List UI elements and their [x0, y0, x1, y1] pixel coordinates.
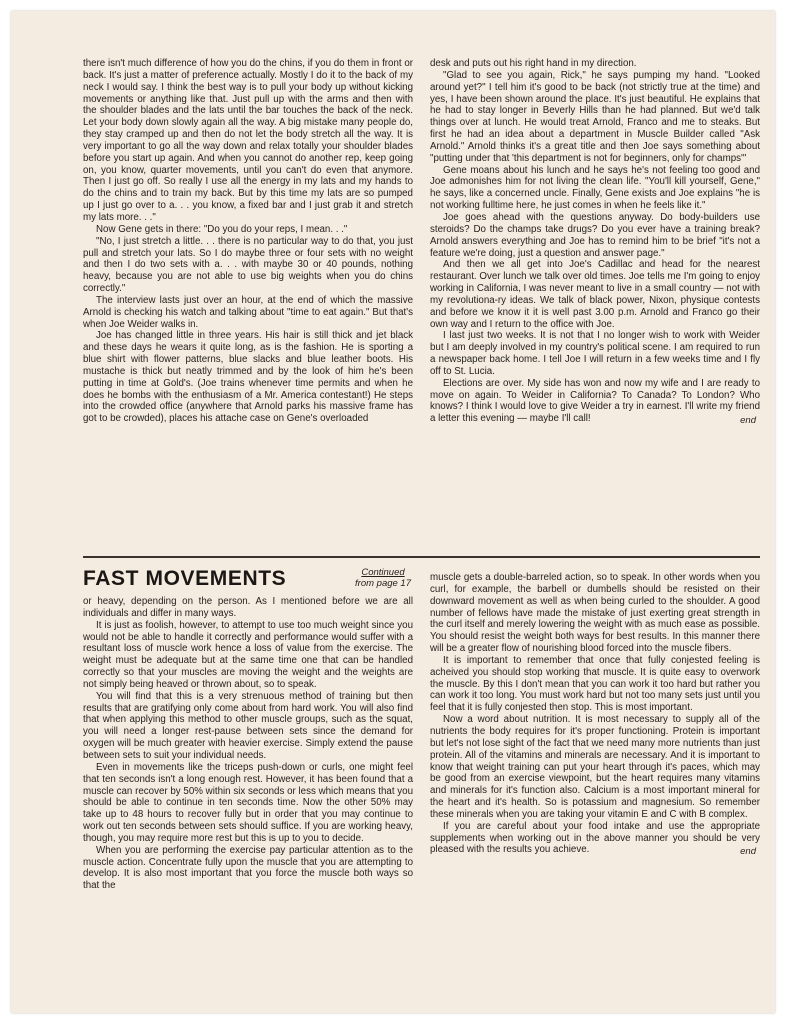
- paragraph: And then we all get into Joe's Cadillac and head for the nearest restaurant. Over lunch we talk over old times. Joe tells me I'm going to enjoy working in California, I was never meant to live in a small country — not with my revolutiona-ry ideas. We talk of black power, Nixon, physique contests and before we know it it is well past 3.00 p.m. Arnold and Franco go their own way and I return to the office with Joe.: [430, 259, 760, 330]
- article-headline: FAST MOVEMENTS: [83, 567, 287, 590]
- end-mark: end: [740, 415, 756, 427]
- paragraph: Joe has changed little in three years. His hair is still thick and jet black and these days he wears it quite long, as is the fashion. He is sporting a blue shirt with flower patterns, blue slacks and blue leather boots. His mustache is thick but neatly trimmed and by the look of him he's been putting in time at Gold's. (Joe trains whenever time permits and when he does he bombs with the enthusiasm of a Mr. America contestant!) He steps into the crowded office (anywhere that Arnold parks his massive frame has got to be crowded), places his attache case on Gene's overloaded: [83, 330, 413, 425]
- paragraph: The interview lasts just over an hour, at the end of which the massive Arnold is checking his watch and talking about "time to eat again." But that's when Joe Weider walks in.: [83, 294, 413, 330]
- paragraph: Even in movements like the triceps push-down or curls, one might feel that ten seconds isn't a long enough rest. However, it has been found that a muscle can recover by 50% within six seconds or less which means that you should be able to continue in ten seconds time. Now the other 50% may take up to 48 hours to recover fully but in order that you may continue to work out ten seconds between sets should suffice. If you are working heavy, though, you may require more rest but this is up to you to decide.: [83, 761, 413, 844]
- continued-page-ref: from page 17: [355, 577, 411, 589]
- article-top-right-column: [430, 58, 760, 425]
- paragraph: "No, I just stretch a little. . . there is no particular way to do that, you just pull and stretch your lats. So I do maybe three or four sets with no weight and then I do two sets with a. . . with maybe 30 or 40 pounds, nothing heavy, because you are not able to use big weights when you do chins correctly.": [83, 235, 413, 295]
- article-bottom-header: [83, 567, 413, 595]
- paragraph: muscle gets a double-barreled action, so to speak. In other words when you curl, for example, the barbell or dumbells should be resisted on their downward movement as well as when being curled to the shoulder. A good number of fellows have made the mistake of just exerting great strength in the curl itself and merely lowering the weight with as much ease as possible. You should resist the weight both ways for best results. In this manner there will be a greater flow of nourishing blood forced into the muscle fibers.: [430, 572, 760, 655]
- article-top-left-column: [83, 58, 413, 425]
- end-mark: end: [740, 846, 756, 858]
- continued-note: [355, 568, 411, 589]
- paragraph: Elections are over. My side has won and now my wife and I are ready to move on again. To Weider in California? To Canada? To London? Who knows? I think I would love to give Weider a try in earnest. I'll write my friend a letter this evening — maybe I'll call!: [430, 377, 760, 425]
- article-bottom-right-column: [430, 572, 760, 856]
- paragraph: Now Gene gets in there: "Do you do your reps, I mean. . .": [96, 223, 348, 235]
- continued-label: Continued: [361, 567, 405, 578]
- paragraph: desk and puts out his right hand in my direction.: [430, 58, 637, 69]
- paragraph: "Glad to see you again, Rick," he says pumping my hand. "Looked around yet?" I tell him it's good to be back (not strictly true at the time) and yes, I have been shown around the place. It's just beautiful. He explains that he had to stay longer in Beverly Hills than he had planned. But we'd talk things over at lunch. He would treat Arnold, Franco and me to steaks. But first he had an idea about a department in Muscle Builder called "Ask Arnold." Arnold thinks it's a great title and then Joe says something about "putting under that 'this department is not for beginners, only for champs'": [430, 69, 760, 164]
- paragraph: When you are performing the exercise pay particular attention as to the muscle action. Concentrate fully upon the muscle that you are attempting to develop. It is also most important that you force the muscle both ways so that the: [83, 844, 413, 892]
- paragraph: It is important to remember that once that fully conjested feeling is acheived you should stop working that muscle. It is quite easy to overwork the muscle. By this I don't mean that you can work it too hard but rather you can work it too long. You must work hard but not too many sets just until you feel that it is fully conjested then stop. This is most important.: [430, 654, 760, 714]
- paragraph: I last just two weeks. It is not that I no longer wish to work with Weider but I am deeply involved in my country's political scene. I am required to run a newspaper back home. I tell Joe I will return in a few weeks time and I fly off to St. Lucia.: [430, 330, 760, 377]
- paragraph: Gene moans about his lunch and he says he's not feeling too good and Joe admonishes him for not living the clean life. "You'll kill yourself, Gene," he says, like a concerned uncle. Finally, Gene exists and Joe explains "he is not working fulltime here, he just comes in when he feels like it.": [430, 164, 760, 212]
- paragraph: Joe goes ahead with the questions anyway. Do body-builders use steroids? Do the champs take drugs? Do you ever have a training break? Arnold answers everything and Joe has to remind him to be brief "it's not a feature we're doing, just a question and answer page.": [430, 211, 760, 259]
- section-divider: [83, 556, 760, 558]
- paragraph: If you are careful about your food intake and use the appropriate supplements when working out in the above manner you should be very pleased with the results you achieve.: [430, 820, 760, 856]
- article-bottom-left-column: [83, 596, 413, 892]
- magazine-page: [11, 11, 775, 1013]
- paragraph: You will find that this is a very strenuous method of training but then results that are gratifying only come about from hard work. You will also find that when applying this method to other muscle groups, such as the squat, you will need a longer rest-pause between sets since the demand for oxygen will be much greater with heavier exercise. Simply extend the pause between sets to suit your individual needs.: [83, 690, 413, 761]
- paragraph: there isn't much difference of how you do the chins, if you do them in front or back. It's just a matter of preference actually. Mostly I do it to the back of my neck I would say. I think the best way is to pull your body up without kicking movements or anything like that. Just pull up with the arms and then with the shoulder blades and the lats until the bar touches the back of the neck. Let your body down slowly again all the way. A big mistake many people do, they stay cramped up and then do not let the body stretch all the way. It is very important to go all the way down and relax totally your shoulder blades before you start up again. And when you cannot do another rep, keep going on, you know, quarter movements, until you can't do even that anymore. Then I just go off. So really I use all the energy in my lats and my hands to do the chins and to train my back. But by this time my lats are so pumped up I just go over to a. . . you know, a fixed bar and I just grab it and stretch my lats more. . .": [83, 58, 413, 223]
- paragraph: Now a word about nutrition. It is most necessary to supply all of the nutrients the body requires for it's proper functioning. Protein is important but let's not lose sight of the fact that we need many more nutrients than just protein. All of the vitamins and minerals are necessary. And it is important to know that weight training can put your heart through it's paces, which may be good from an exercise viewpoint, but the heart requires many vitamins and minerals for it's function also. Calcium is a most important mineral for the heart and it's health. So is potassium and magnesium. So remember these minerals when you are taking your vitamin E and C with B complex.: [430, 714, 760, 820]
- paragraph: It is just as foolish, however, to attempt to use too much weight since you would not be able to handle it correctly and performance would suffer with a resultant loss of muscle work hence a loss of value from the exercise. The weight must be adequate but at the same time one that can be handled correctly so that your muscles are moving the weight and the weights are not simply being heaved or thrown about, so to speak.: [83, 619, 413, 690]
- paragraph: or heavy, depending on the person. As I mentioned before we are all individuals and differ in many ways.: [83, 596, 413, 619]
